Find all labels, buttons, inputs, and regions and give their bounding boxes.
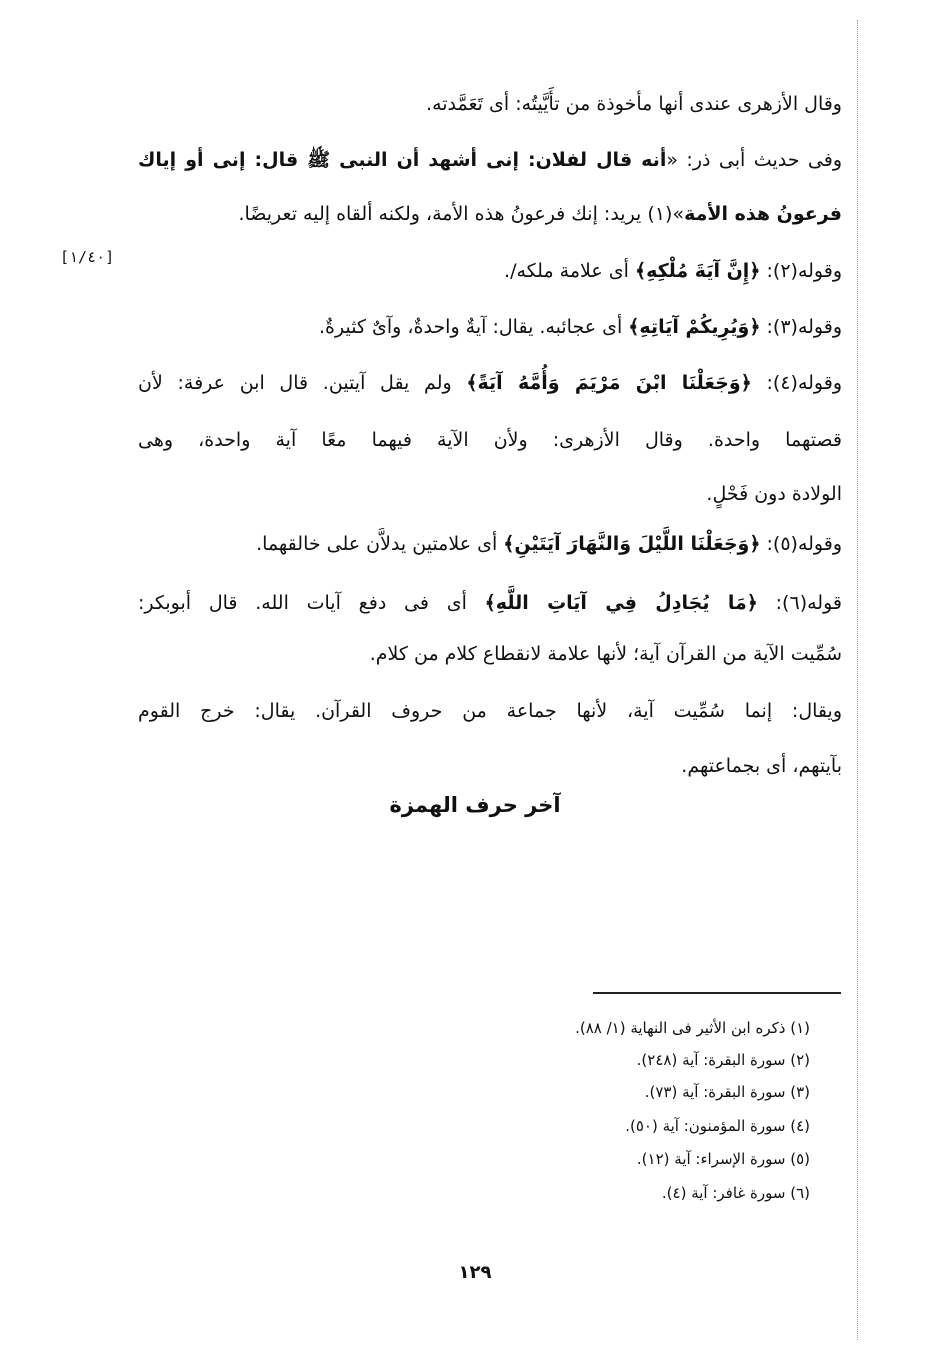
body-line-6	[138, 363, 842, 403]
text-segment: »(١) يريد: إنك فرعونُ هذه الأمة، ولكنه ألقاه إليه تعريضًا.	[238, 203, 685, 225]
quran-verse: ﴿إِنَّ آيَةَ مُلْكِهِ﴾	[634, 260, 761, 282]
hadith-quote: أنه قال لفلان: إنى أشهد أن النبى ﷺ قال: إنى أو إياك	[138, 149, 667, 171]
body-line-10	[138, 583, 842, 623]
text-segment: وقوله(٤):	[751, 372, 842, 394]
body-line-2	[138, 140, 842, 180]
text-segment: وفى حديث أبى ذر: «	[666, 149, 842, 171]
quran-verse: ﴿وَجَعَلْنَا ابْنَ مَرْيَمَ وَأُمَّهُ آيَةً﴾	[466, 372, 752, 394]
footnote-3: (٣) سورة البقرة: آية (٧٣).	[644, 1083, 810, 1101]
text-segment: وقوله(٢):	[760, 260, 842, 282]
body-line-3	[238, 194, 842, 234]
page-number: ١٢٩	[458, 1262, 492, 1283]
body-line-5	[319, 307, 842, 347]
body-line-9	[256, 524, 842, 564]
text-segment: أى علامتين يدلاَّن على خالقهما.	[256, 533, 504, 555]
footnote-2: (٢) سورة البقرة: آية (٢٤٨).	[636, 1051, 810, 1069]
footnote-rule	[593, 992, 841, 994]
footnote-1: (١) ذكره ابن الأثير فى النهاية (١/ ٨٨).	[575, 1019, 810, 1037]
text-segment: وقوله(٥):	[760, 533, 842, 555]
body-line-11: سُمِّيت الآية من القرآن آية؛ لأنها علامة لانقطاع كلام من كلام.	[369, 643, 842, 665]
text-segment: أى عجائبه. يقال: آيةٌ واحدةٌ، وآىٌ كثيرةٌ.	[318, 316, 629, 338]
text-segment: أى علامة ملكه/.	[504, 260, 635, 282]
text-segment: قوله(٦):	[757, 592, 842, 614]
body-line-8: الولادة دون فَحْلٍ.	[706, 483, 842, 505]
quran-verse: ﴿وَجَعَلْنَا اللَّيْلَ وَالنَّهَارَ آيَتَيْنِ﴾	[503, 533, 761, 555]
body-line-7: قصتهما واحدة. وقال الأزهرى: ولأن الآية فيهما معًا آية واحدة، وهى	[138, 429, 842, 451]
quran-verse: ﴿مَا يُجَادِلُ فِي آيَاتِ اللَّهِ﴾	[484, 592, 758, 614]
text-segment: ولم يقل آيتين. قال ابن عرفة: لأن	[138, 372, 467, 394]
margin-reference: [١/٤٠]	[60, 248, 115, 266]
quran-verse: ﴿وَيُرِيكُمْ آيَاتِهِ﴾	[628, 316, 761, 338]
text-segment: وقوله(٣):	[760, 316, 842, 338]
text-segment: أى فى دفع آيات الله. قال أبوبكر:	[138, 592, 485, 614]
margin-rule	[857, 20, 858, 1340]
body-line-1: وقال الأزهرى عندى أنها مأخوذة من تأَيَّيتُه: أى تَعَمَّدته.	[426, 93, 842, 115]
hadith-quote: فرعونُ هذه الأمة	[684, 203, 842, 225]
body-line-13: بآيتهم، أى بجماعتهم.	[681, 755, 842, 777]
section-heading: آخر حرف الهمزة	[389, 793, 561, 817]
footnote-5: (٥) سورة الإسراء: آية (١٢).	[636, 1150, 810, 1168]
body-line-4	[504, 251, 842, 291]
footnote-6: (٦) سورة غافر: آية (٤).	[661, 1184, 810, 1202]
footnote-4: (٤) سورة المؤمنون: آية (٥٠).	[625, 1117, 810, 1135]
body-line-12: ويقال: إنما سُمِّيت آية، لأنها جماعة من حروف القرآن. يقال: خرج القوم	[138, 700, 842, 722]
